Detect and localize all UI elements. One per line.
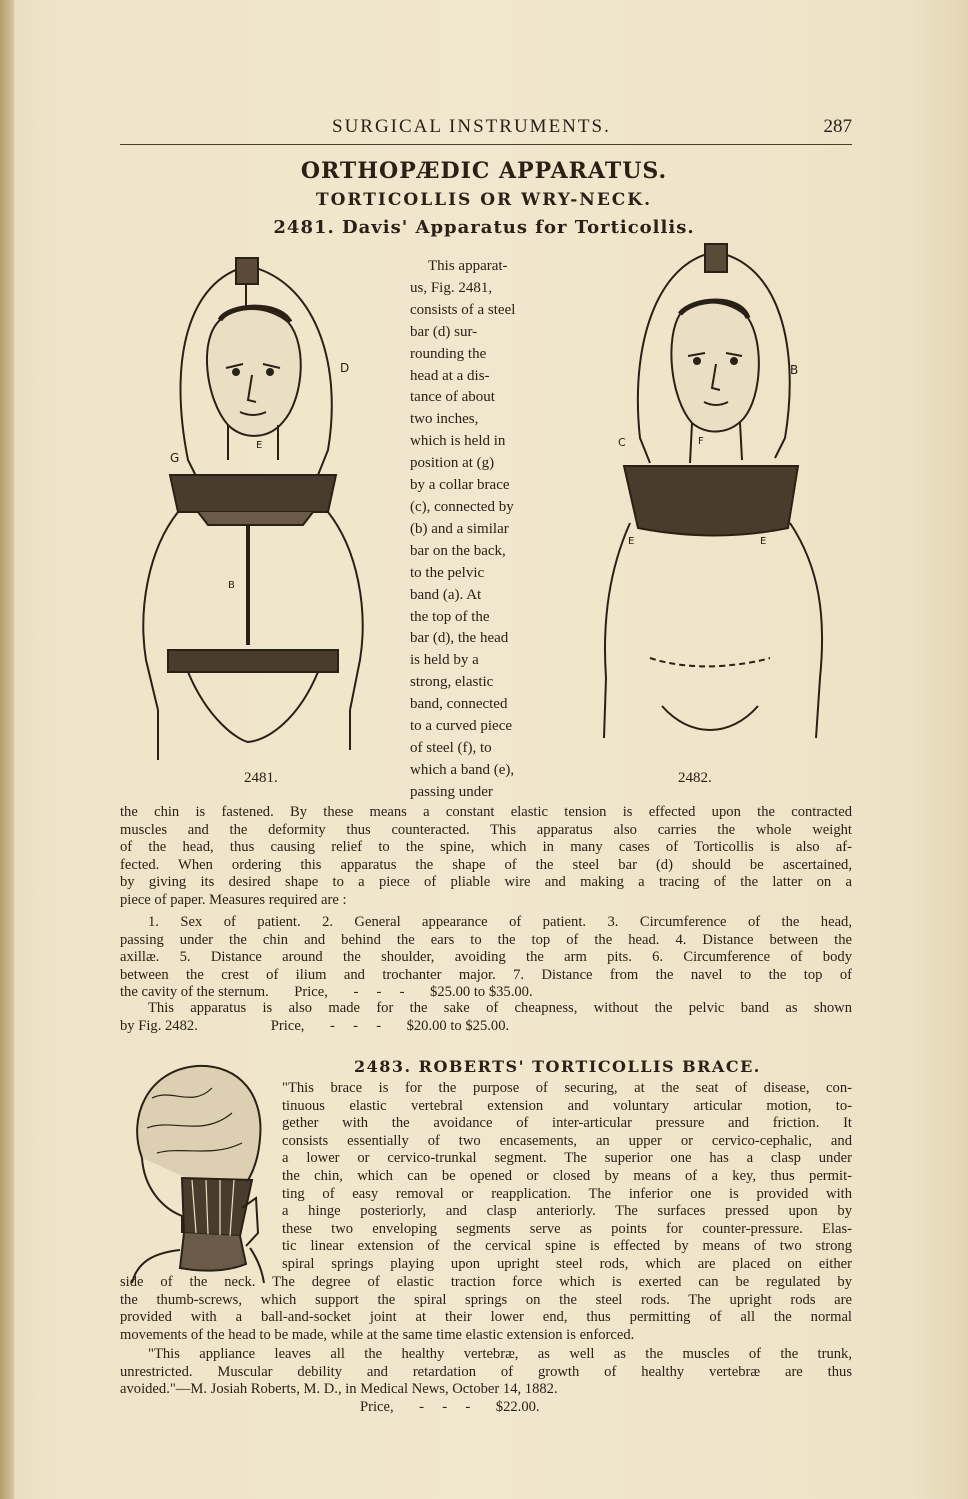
paragraph-2-lines-line: passing under the chin and behind the ears to the top of the head. 4. Distance between the [120, 931, 852, 948]
column-line: of steel (f), to [410, 739, 492, 756]
fig-2482-label-e-right: E [760, 536, 767, 547]
item-2481-heading: 2481. Davis' Apparatus for Torticollis. [273, 217, 695, 238]
roberts-wrapped-lines-line: a hinge posteriorly, and clasp anteriorly. The surfaces pressed upon by [282, 1203, 852, 1220]
column-line: two inches, [410, 411, 479, 428]
paragraph-1-lines-line: of the head, thus causing relief to the spine, which in many cases of Torticollis is also af- [120, 839, 852, 856]
fig-2481-label-g: G [170, 451, 180, 465]
paragraph-1-lines-line: muscles and the deformity thus counteracted. This apparatus also carries the whole weight [120, 821, 852, 838]
fig-2482-label-b: B [790, 363, 799, 377]
column-line: (c), connected by [410, 498, 514, 515]
paragraph-1-lines-line: by giving its desired shape to a piece of pliable wire and making a tracing of the latter on a [120, 874, 852, 891]
roberts-full-lines-line: movements of the head to be made, while at the same time elastic extension is enforced. [120, 1326, 635, 1343]
roberts-final-lines-line: Price, - - - $22.00. [360, 1398, 540, 1415]
figure-2483-illustration [122, 1058, 272, 1283]
running-head-title: SURGICAL INSTRUMENTS. [332, 116, 611, 137]
column-line: consists of a steel [410, 301, 516, 318]
figure-2481 [128, 250, 388, 770]
item-2483-heading: 2483. ROBERTS' TORTICOLLIS BRACE. [354, 1057, 761, 1076]
roberts-wrapped-lines-line: tic linear extension of the cervical spine is effected by means of two strong [282, 1238, 852, 1255]
paragraph-3-lines-line: by Fig. 2482. Price, - - - $20.00 to $25.00. [120, 1017, 510, 1034]
roberts-wrapped-lines-line: "This brace is for the purpose of securing, at the seat of disease, con- [282, 1080, 852, 1096]
roberts-full-lines-line: side of the neck. The degree of elastic traction force which is exerted can be regulated by [120, 1274, 852, 1290]
davis-measures-paragraph [120, 914, 852, 1002]
column-line: head at a dis- [410, 367, 490, 384]
roberts-wrapped-lines-line: tinuous elastic vertebral extension and voluntary articular motion, to- [282, 1097, 852, 1114]
figure-2483 [122, 1058, 272, 1283]
column-line: passing under [410, 783, 493, 800]
roberts-wrapped-lines-line: gether with the avoidance of inter-articular pressure and friction. It [282, 1115, 852, 1132]
roberts-final-lines-line: unrestricted. Muscular debility and retardation of growth of healthy vertebræ are thus [120, 1363, 852, 1380]
column-line: us, Fig. 2481, [410, 279, 493, 296]
figure-2481-caption: 2481. [244, 770, 278, 786]
roberts-wrapped-lines-line: ting of easy removal or reapplication. The inferior one is provided with [282, 1185, 852, 1202]
paragraph-1-lines-line: fected. When ordering this apparatus the shape of the steel bar (d) should be ascertained, [120, 856, 852, 873]
column-line: to the pelvic [410, 564, 485, 581]
running-head [120, 112, 852, 145]
roberts-full-lines-line: the thumb-screws, which support the spiral springs on the steel rods. The upright rods are [120, 1291, 852, 1308]
section-title: ORTHOPÆDIC APPARATUS. [300, 158, 668, 184]
paragraph-3-lines-line: This apparatus is also made for the sake of cheapness, without the pelvic band as shown [148, 1000, 852, 1016]
column-line: band, connected [410, 696, 508, 713]
paragraph-2-lines-line: between the crest of ilium and trochanter major. 7. Distance from the navel to the top of [120, 966, 852, 983]
figure-2482-caption: 2482. [678, 770, 712, 786]
davis-paragraph-1 [120, 804, 852, 910]
column-line: bar on the back, [410, 542, 506, 559]
fig-2482-label-e-left: E [628, 536, 635, 547]
column-line: This apparat- [428, 258, 508, 274]
subsection-title: TORTICOLLIS OR WRY-NECK. [315, 190, 653, 210]
roberts-final-paragraph [120, 1346, 852, 1416]
column-line: strong, elastic [410, 674, 494, 691]
figure-2482 [580, 238, 840, 758]
davis-cheap-version-paragraph [120, 1000, 852, 1035]
fig-2481-label-d: D [340, 361, 350, 375]
column-line: position at (g) [410, 455, 495, 472]
roberts-full-lines-line: provided with a ball-and-socket joint at their lower end, thus permitting of all the normal [120, 1309, 852, 1326]
column-line: rounding the [410, 345, 487, 362]
column-line: which a band (e), [410, 761, 515, 778]
column-line: which is held in [410, 433, 506, 450]
roberts-wrapped-paragraph [282, 1080, 852, 1274]
column-line: band (a). At [410, 586, 482, 603]
column-line: bar (d), the head [410, 630, 509, 647]
fig-2481-label-e: E [256, 440, 263, 451]
figure-2481-illustration [128, 250, 388, 770]
column-line: to a curved piece [410, 718, 513, 735]
roberts-final-lines-line: avoided."—M. Josiah Roberts, M. D., in Medical News, October 14, 1882. [120, 1381, 558, 1398]
roberts-final-lines-line: "This appliance leaves all the healthy vertebræ, as well as the muscles of the trunk, [148, 1346, 852, 1362]
paragraph-2-lines-line: the cavity of the sternum. Price, - - - $25.00 to $35.00. [120, 984, 533, 1001]
paragraph-1-lines-line: the chin is fastened. By these means a constant elastic tension is effected upon the contracted [120, 804, 852, 820]
paragraph-1-lines-line: piece of paper. Measures required are : [120, 891, 347, 908]
fig-2481-label-b: B [228, 580, 235, 591]
roberts-full-paragraph [120, 1274, 852, 1344]
page-number: 287 [823, 116, 852, 137]
column-line: (b) and a similar [410, 520, 509, 537]
figure-2482-illustration [580, 238, 840, 758]
paragraph-2-lines-line: axillæ. 5. Distance around the shoulder, avoiding the arm pits. 6. Circumference of body [120, 949, 852, 966]
column-line: is held by a [410, 652, 479, 669]
roberts-wrapped-lines-line: the chin, which can be opened or closed by means of a key, thus permit- [282, 1167, 852, 1184]
roberts-wrapped-lines-line: these two enveloping segments serve as points for counter-pressure. Elas- [282, 1220, 852, 1237]
davis-description-column [410, 256, 544, 804]
roberts-wrapped-lines-line: a lower or cervico-trunkal segment. The superior one has a clasp under [282, 1150, 852, 1167]
column-line: bar (d) sur- [410, 323, 478, 340]
column-line: the top of the [410, 608, 490, 625]
fig-2482-label-f: F [698, 436, 704, 447]
roberts-wrapped-lines-line: consists essentially of two encasements, an upper or cervico-cephalic, and [282, 1132, 852, 1149]
paragraph-2-lines-line: 1. Sex of patient. 2. General appearance of patient. 3. Circumference of the head, [148, 914, 852, 930]
roberts-wrapped-lines-line: spiral springs playing upon upright steel rods, which are placed on either [282, 1255, 852, 1272]
column-line: by a collar brace [410, 477, 510, 494]
column-line: tance of about [410, 389, 495, 406]
fig-2482-label-c: C [618, 436, 626, 449]
